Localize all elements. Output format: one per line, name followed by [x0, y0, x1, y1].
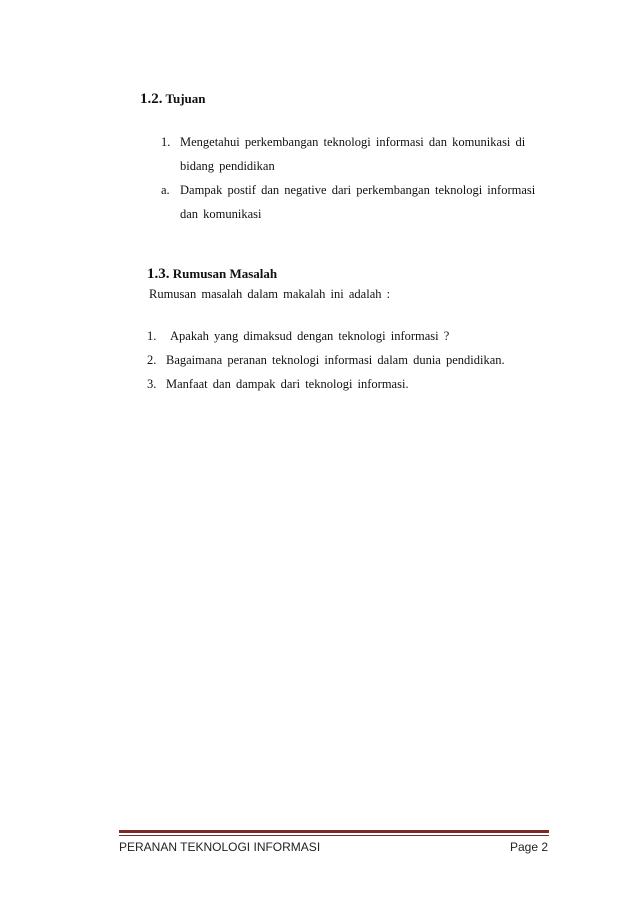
list-item-label: 1.: [147, 329, 157, 343]
list-item-text: Manfaat dan dampak dari teknologi informasi.: [166, 377, 409, 391]
footer-page-number: Page 2: [510, 840, 549, 854]
list-item-label: 1.: [161, 135, 171, 149]
section-title: Rumusan Masalah: [172, 266, 278, 281]
footer-rule-thick: [119, 830, 549, 833]
list-item-text: Bagaimana peranan teknologi informasi dalam dunia pendidikan.: [166, 353, 505, 367]
list-item-text: Dampak postif dan negative dari perkembangan teknologi informasi: [180, 183, 536, 197]
list-item-label: 3.: [147, 377, 157, 391]
footer-rule-thin: [119, 835, 549, 836]
list-item-text: Mengetahui perkembangan teknologi informasi dan komunikasi di: [180, 135, 526, 149]
list-item-label: 2.: [147, 353, 157, 367]
list-item-text: dan komunikasi: [180, 207, 262, 221]
section-heading-rumusan: [147, 266, 277, 283]
footer-title: PERANAN TEKNOLOGI INFORMASI: [119, 840, 321, 854]
section-number: 1.2.: [140, 91, 163, 107]
section-title: Tujuan: [165, 91, 206, 106]
section-number: 1.3.: [147, 266, 170, 282]
section-intro: Rumusan masalah dalam makalah ini adalah :: [149, 287, 391, 301]
list-item-text: bidang pendidikan: [180, 159, 275, 173]
list-item-text: Apakah yang dimaksud dengan teknologi informasi ?: [170, 329, 450, 343]
section-heading-tujuan: [140, 91, 206, 108]
list-item-label: a.: [161, 183, 170, 197]
